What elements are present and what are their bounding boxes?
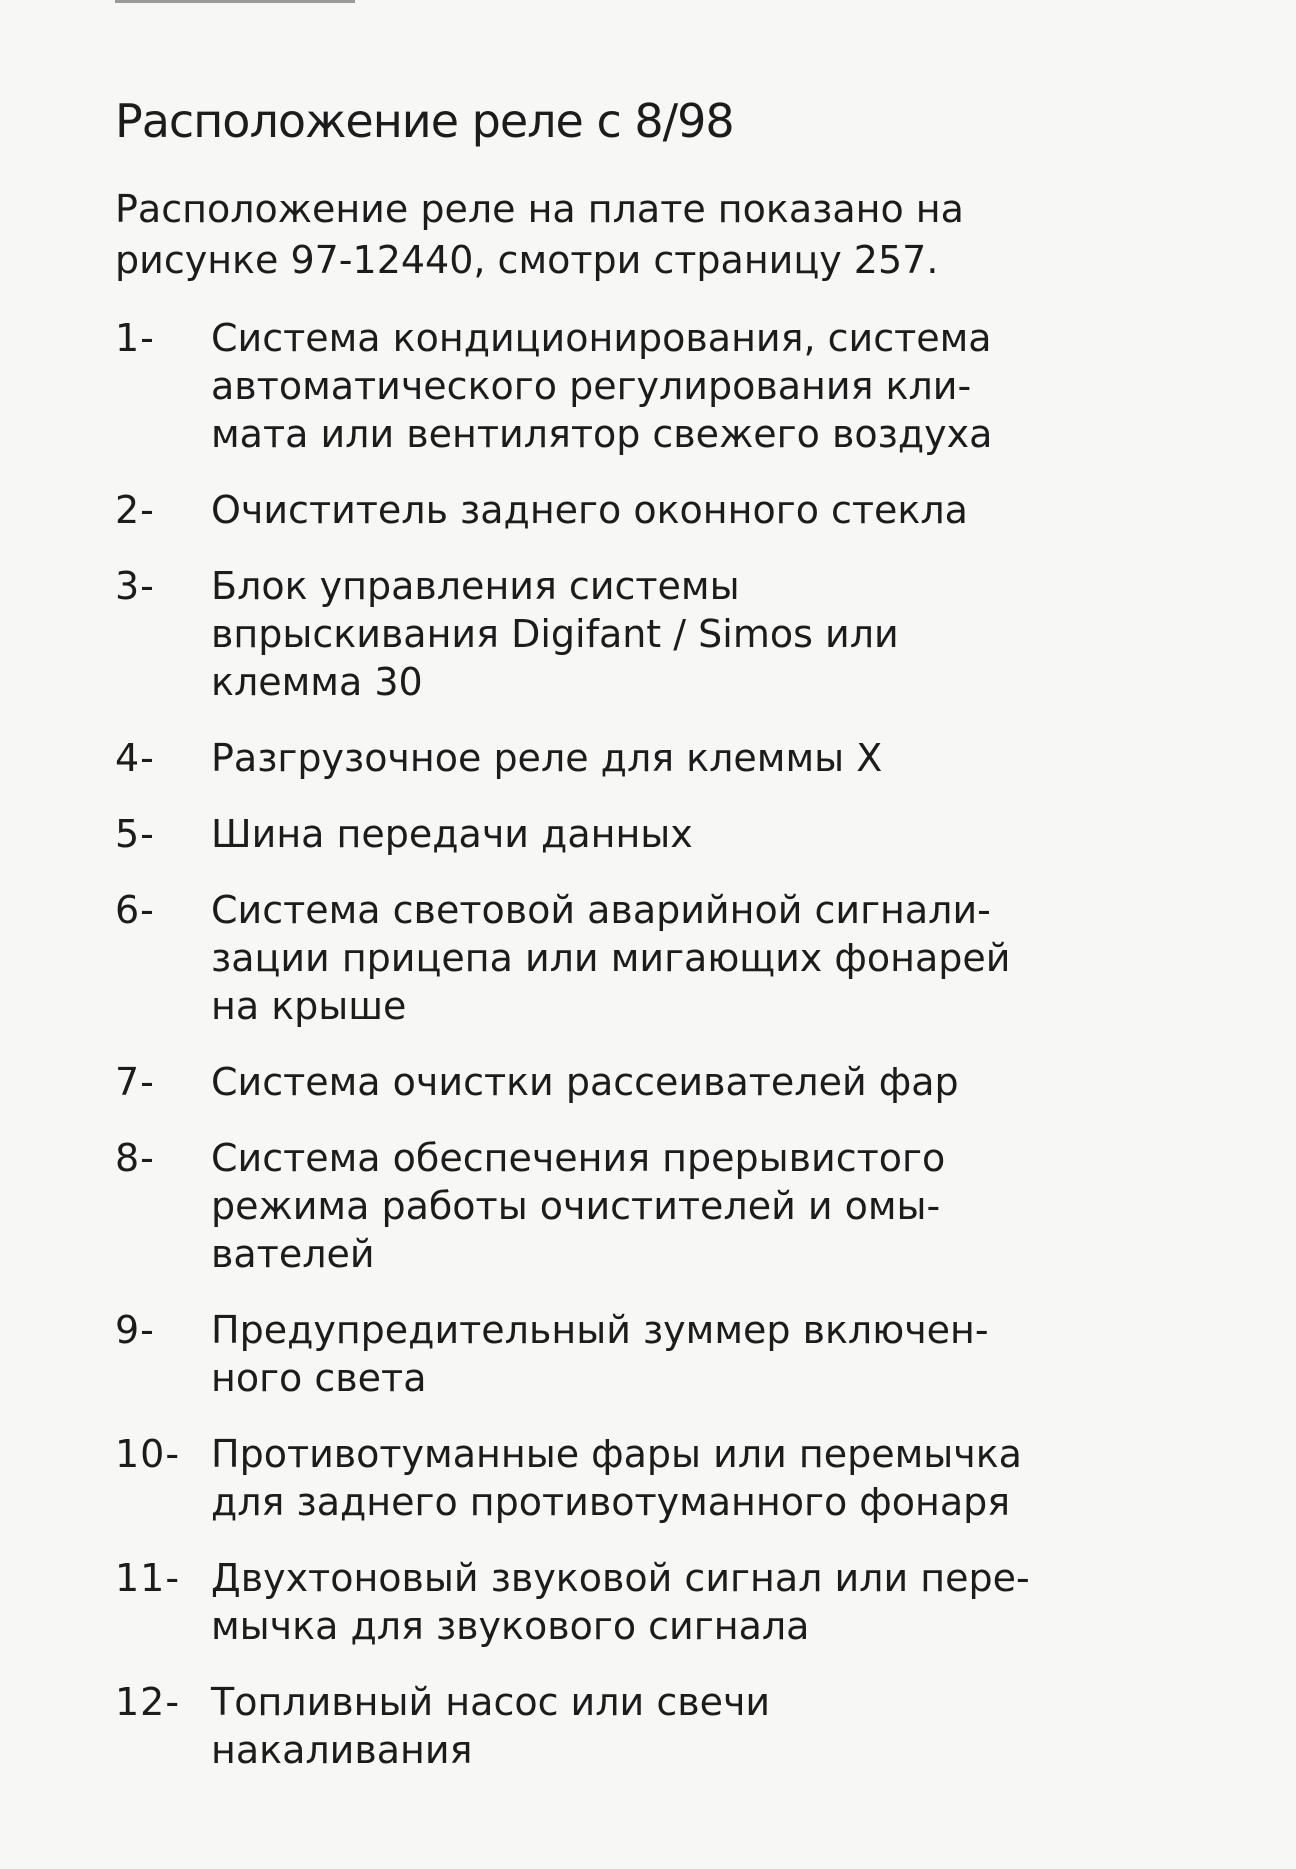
item-text: Предупредительный зуммер включен-ного света bbox=[211, 1308, 989, 1400]
item-number: 2- bbox=[115, 488, 155, 532]
list-item bbox=[115, 810, 1035, 858]
item-text: Очиститель заднего оконного стекла bbox=[211, 488, 968, 532]
item-text: Система световой аварийной сигнали-зации прицепа или мигающих фонарей на крыше bbox=[211, 888, 1011, 1028]
item-text: Разгрузочное реле для клеммы X bbox=[211, 736, 883, 780]
item-number: 3- bbox=[115, 564, 155, 608]
list-item bbox=[115, 314, 1035, 458]
list-item bbox=[115, 1134, 1035, 1278]
list-item bbox=[115, 886, 1035, 1030]
list-item bbox=[115, 486, 1035, 534]
item-number: 10- bbox=[115, 1432, 181, 1476]
top-rule bbox=[115, 0, 355, 3]
item-text: Шина передачи данных bbox=[211, 812, 693, 856]
list-item bbox=[115, 1058, 1035, 1106]
intro-paragraph: Расположение реле на плате показано на рисунке 97-12440, смотри страницу 257. bbox=[115, 187, 964, 282]
item-text: Топливный насос или свечи накаливания bbox=[211, 1680, 771, 1772]
item-text: Система кондиционирования, система автоматического регулирования кли-мата или вентилятор свежего воздуха bbox=[211, 316, 993, 456]
list-item bbox=[115, 734, 1035, 782]
item-number: 6- bbox=[115, 888, 155, 932]
item-text: Блок управления системы впрыскивания Digifant / Simos или клемма 30 bbox=[211, 564, 899, 704]
item-number: 8- bbox=[115, 1136, 155, 1180]
item-number: 9- bbox=[115, 1308, 155, 1352]
list-item bbox=[115, 1430, 1035, 1526]
page-title: Расположение реле с 8/98 bbox=[115, 94, 734, 148]
item-text: Двухтоновый звуковой сигнал или пере-мычка для звукового сигнала bbox=[211, 1556, 1030, 1648]
item-number: 4- bbox=[115, 736, 155, 780]
item-number: 7- bbox=[115, 1060, 155, 1104]
item-number: 5- bbox=[115, 812, 155, 856]
list-item bbox=[115, 1306, 1035, 1402]
item-number: 12- bbox=[115, 1680, 181, 1724]
item-text: Противотуманные фары или перемычка для заднего противотуманного фонаря bbox=[211, 1432, 1022, 1524]
item-text: Система очистки рассеивателей фар bbox=[211, 1060, 959, 1104]
item-number: 1- bbox=[115, 316, 155, 360]
item-text: Система обеспечения прерывистого режима работы очистителей и омы-вателей bbox=[211, 1136, 946, 1276]
item-number: 11- bbox=[115, 1556, 181, 1600]
list-item bbox=[115, 1678, 1035, 1774]
list-item bbox=[115, 562, 1035, 706]
relay-list bbox=[115, 314, 1035, 1802]
list-item bbox=[115, 1554, 1035, 1650]
